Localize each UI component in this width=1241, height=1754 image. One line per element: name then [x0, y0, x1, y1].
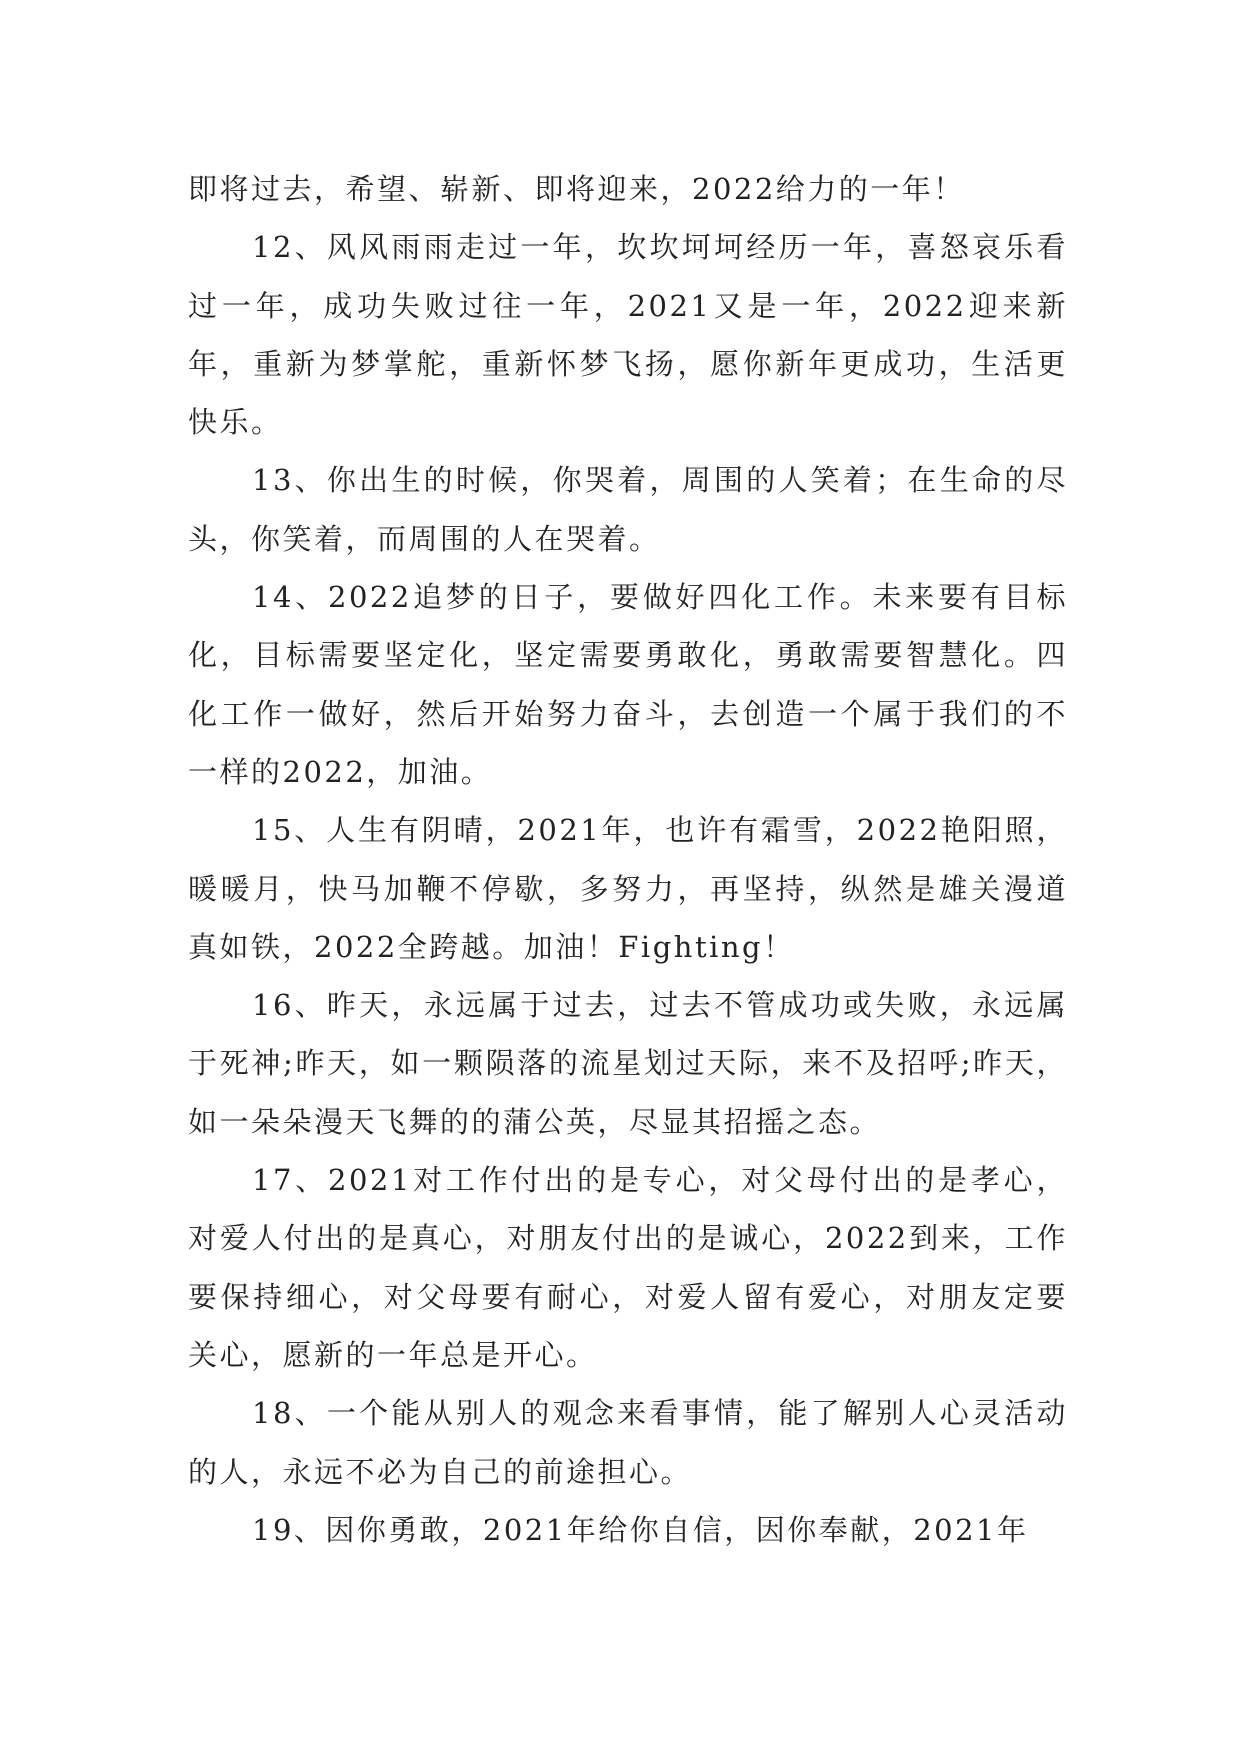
paragraph-15: 15、人生有阴晴，2021年，也许有霜雪，2022艳阳照，暖暖月，快马加鞭不停歇，多努力，再坚持，纵然是雄关漫道真如铁，2022全跨越。加油！Fighting！: [188, 813, 1068, 964]
paragraph-14: 14、2022追梦的日子，要做好四化工作。未来要有目标化，目标需要坚定化，坚定需要勇敢化，勇敢需要智慧化。四化工作一做好，然后开始努力奋斗，去创造一个属于我们的不一样的2022，加油。: [188, 580, 1068, 789]
body-text: [188, 160, 1068, 1559]
paragraph-continuation: 即将过去，希望、崭新、即将迎来，2022给力的一年！: [188, 172, 965, 206]
paragraph-13: 13、你出生的时候，你哭着，周围的人笑着；在生命的尽头，你笑着，而周围的人在哭着。: [188, 463, 1068, 556]
paragraph-17: 17、2021对工作付出的是专心，对父母付出的是孝心，对爱人付出的是真心，对朋友付出的是诚心，2022到来，工作要保持细心，对父母要有耐心，对爱人留有爱心，对朋友定要关心，愿新的一年总是开心。: [188, 1163, 1068, 1372]
paragraph-16: 16、昨天，永远属于过去，过去不管成功或失败，永远属于死神;昨天，如一颗陨落的流星划过天际，来不及招呼;昨天，如一朵朵漫天飞舞的的蒲公英，尽显其招摇之态。: [188, 988, 1068, 1139]
paragraph-12: 12、风风雨雨走过一年，坎坎坷坷经历一年，喜怒哀乐看过一年，成功失败过往一年，2021又是一年，2022迎来新年，重新为梦掌舵，重新怀梦飞扬，愿你新年更成功，生活更快乐。: [188, 230, 1068, 440]
paragraph-19: 19、因你勇敢，2021年给你自信，因你奉献，2021年: [252, 1512, 1029, 1547]
paragraph-18: 18、一个能从别人的观念来看事情，能了解别人心灵活动的人，永远不必为自己的前途担心。: [188, 1396, 1068, 1489]
